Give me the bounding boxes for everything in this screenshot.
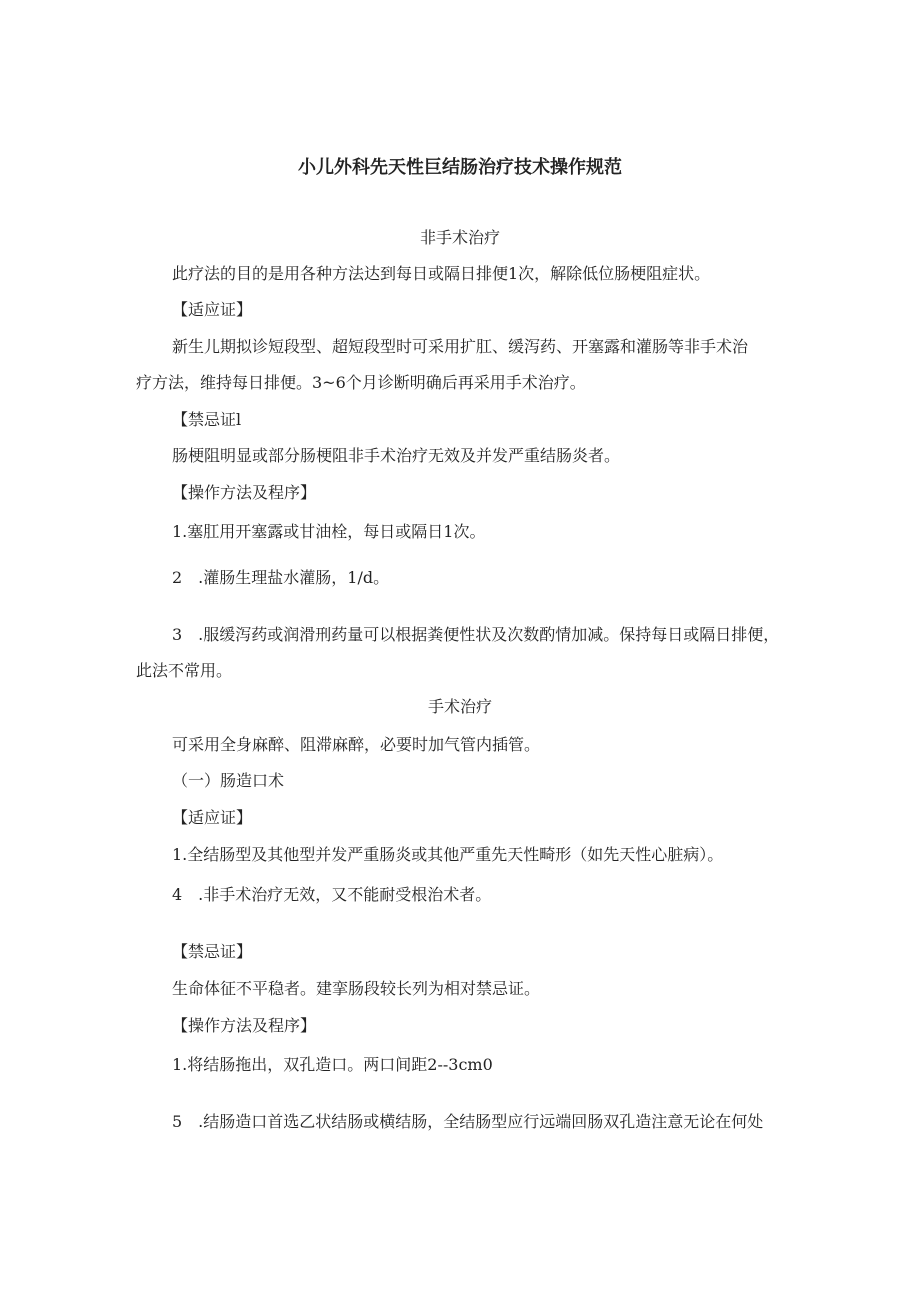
colostomy-contraindications-text: 生命体征不平稳者。建挛肠段较长列为相对禁忌证。: [172, 979, 541, 998]
section-heading-non-surgical: 非手术治疗: [419, 228, 500, 247]
contraindications-label: 【禁忌证l: [172, 410, 242, 429]
colostomy-procedure-label: 【操作方法及程序】: [172, 1016, 317, 1035]
procedure-step-1: 1.塞肛用开塞露或甘油栓，每日或隔日1次。: [172, 522, 486, 541]
non-surgical-intro: 此疗法的目的是用各种方法达到每日或隔日排便1次，解除低位肠梗阻症状。: [172, 264, 711, 283]
indications-label: 【适应证】: [172, 300, 253, 319]
colostomy-indication-1: 1.全结肠型及其他型并发严重肠炎或其他严重先天性畸形（如先天性心脏病）。: [172, 845, 724, 864]
subsection-colostomy: （一）肠造口术: [172, 771, 285, 790]
surgical-intro: 可采用全身麻醉、阻滞麻醉，必要时加气管内插管。: [172, 735, 541, 754]
contraindications-text: 肠梗阻明显或部分肠梗阻非手术治疗无效及并发严重结肠炎者。: [172, 446, 621, 465]
procedure-step-2: 2 .灌肠生理盐水灌肠，1/d。: [172, 568, 390, 587]
colostomy-contraindications-label: 【禁忌证】: [172, 942, 253, 961]
colostomy-step-5: 5 .结肠造口首选乙状结肠或横结肠，全结肠型应行远端回肠双孔造注意无论在何处: [172, 1112, 764, 1131]
document-title: 小儿外科先天性巨结肠治疗技术操作规范: [298, 157, 622, 178]
section-heading-surgical: 手术治疗: [427, 697, 492, 716]
colostomy-step-1: 1.将结肠拖出，双孔造口。两口间距2--3cm0: [172, 1055, 493, 1074]
indications-text-line2: 疗方法，维持每日排便。3~6个月诊断明确后再采用手术治疗。: [136, 373, 586, 392]
procedure-step-3-line2: 此法不常用。: [136, 661, 233, 680]
indications-text-line1: 新生儿期拟诊短段型、超短段型时可采用扩肛、缓泻药、开塞露和灌肠等非手术治: [172, 337, 749, 356]
procedure-label: 【操作方法及程序】: [172, 483, 317, 502]
colostomy-indication-2: 4 .非手术治疗无效，又不能耐受根治术者。: [172, 885, 492, 904]
procedure-step-3-line1: 3 .服缓泻药或润滑刑药量可以根据粪便性状及次数酌情加减。保持每日或隔日排便，: [172, 625, 780, 644]
colostomy-indications-label: 【适应证】: [172, 808, 253, 827]
